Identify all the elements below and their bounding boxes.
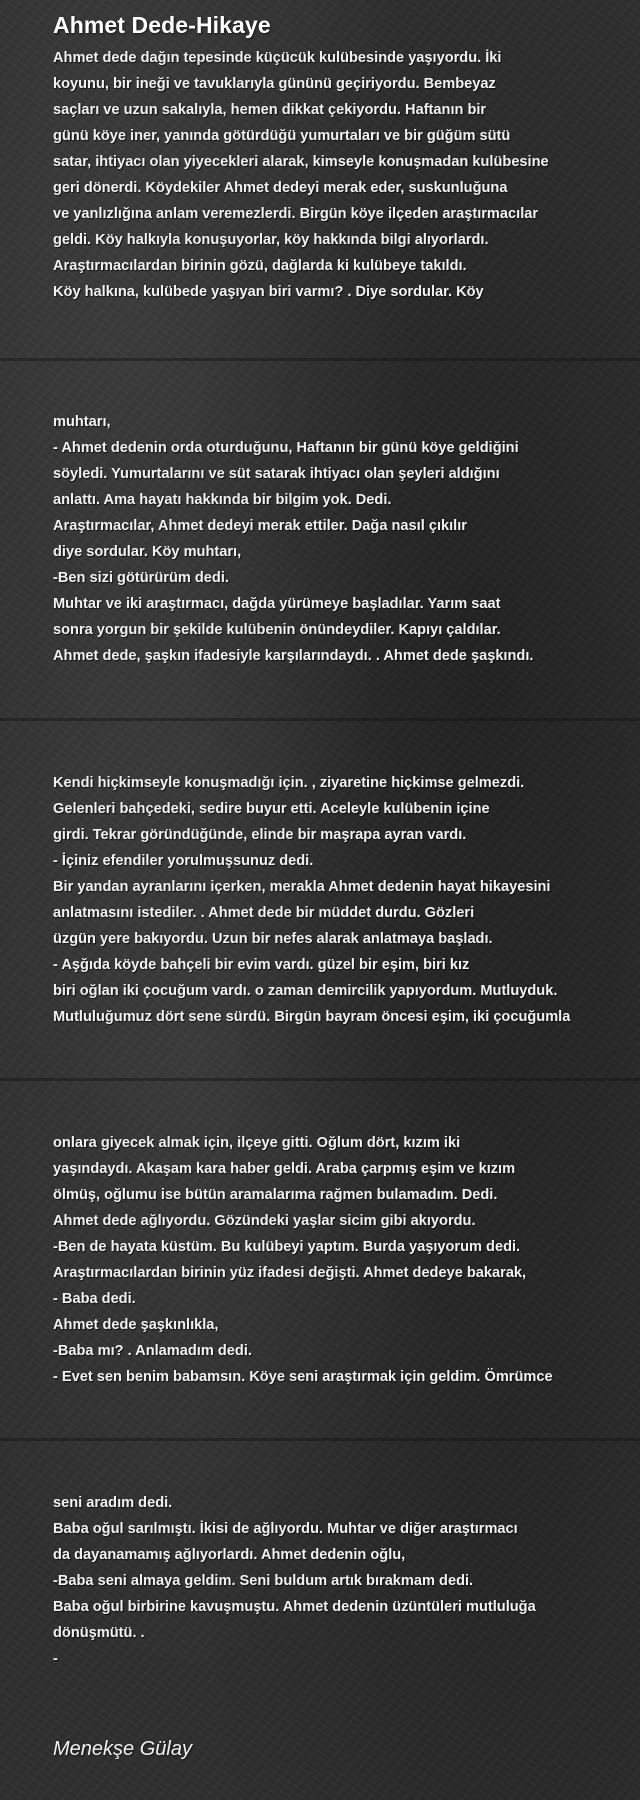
story-line: Baba oğul sarılmıştı. İkisi de ağlıyordu. Muhtar ve diğer araştırmacı	[53, 1521, 518, 1537]
story-line: geldi. Köy halkıyla konuşuyorlar, köy hakkında bilgi alıyorlardı.	[53, 232, 489, 248]
story-line: -Baba mı? . Anlamadım dedi.	[53, 1343, 252, 1359]
story-line: saçları ve uzun sakalıyla, hemen dikkat çekiyordu. Haftanın bir	[53, 102, 487, 118]
story-line: dönüşmütü. .	[53, 1625, 145, 1641]
story-line: Ahmet dede şaşkınlıkla,	[53, 1317, 219, 1333]
story-line: Baba oğul birbirine kavuşmuştu. Ahmet dedenin üzüntüleri mutluluğa	[53, 1599, 536, 1615]
story-line: Köy halkına, kulübede yaşıyan biri varmı? . Diye sordular. Köy	[53, 284, 484, 300]
story-line: Araştırmacılar, Ahmet dedeyi merak ettiler. Dağa nasıl çıkılır	[53, 518, 467, 534]
story-line: yaşındaydı. Akaşam kara haber geldi. Araba çarpmış eşim ve kızım	[53, 1161, 516, 1177]
story-line: ölmüş, oğlumu ise bütün aramalarıma rağmen bulamadım. Dedi.	[53, 1187, 498, 1203]
story-line: - Aşğıda köyde bahçeli bir evim vardı. güzel bir eşim, biri kız	[53, 957, 470, 973]
story-section-3	[53, 770, 633, 1030]
story-line: Ahmet dede ağlıyordu. Gözündeki yaşlar sicim gibi akıyordu.	[53, 1213, 476, 1229]
story-line: - İçiniz efendiler yorulmuşsunuz dedi.	[53, 853, 314, 869]
story-line: da dayanamamış ağlıyorlardı. Ahmet dedenin oğlu,	[53, 1547, 406, 1563]
story-line: - Evet sen benim babamsın. Köye seni araştırmak için geldim. Ömrümce	[53, 1369, 553, 1385]
story-line: üzgün yere bakıyordu. Uzun bir nefes alarak anlatmaya başladı.	[53, 931, 493, 947]
story-section-4	[53, 1130, 633, 1390]
section-divider	[0, 1078, 640, 1081]
story-line: muhtarı,	[53, 414, 111, 430]
story-line: Ahmet dede, şaşkın ifadesiyle karşılarındaydı. . Ahmet dede şaşkındı.	[53, 648, 534, 664]
story-line: -	[53, 1651, 58, 1667]
story-line: Ahmet dede dağın tepesinde küçücük kulübesinde yaşıyordu. İki	[53, 50, 502, 66]
story-line: biri oğlan iki çocuğum vardı. o zaman demircilik yapıyordum. Mutluyduk.	[53, 983, 558, 999]
story-line: ve yanlızlığına anlam veremezlerdi. Birgün köye ilçeden araştırmacılar	[53, 206, 539, 222]
story-line: söyledi. Yumurtalarını ve süt satarak ihtiyacı olan şeyleri aldığını	[53, 466, 500, 482]
story-line: Araştırmacılardan birinin gözü, dağlarda ki kulübeye takıldı.	[53, 258, 467, 274]
story-line: Bir yandan ayranlarını içerken, merakla Ahmet dedenin hayat hikayesini	[53, 879, 551, 895]
story-line: Muhtar ve iki araştırmacı, dağda yürümeye başladılar. Yarım saat	[53, 596, 501, 612]
story-title: Ahmet Dede-Hikaye	[53, 12, 271, 38]
story-line: geri dönerdi. Köydekiler Ahmet dedeyi merak eder, suskunluğuna	[53, 180, 508, 196]
story-line: diye sordular. Köy muhtarı,	[53, 544, 242, 560]
author-name: Menekşe Gülay	[53, 1738, 192, 1760]
story-section-5	[53, 1490, 633, 1672]
section-divider	[0, 718, 640, 721]
story-line: Kendi hiçkimseyle konuşmadığı için. , ziyaretine hiçkimse gelmezdi.	[53, 775, 525, 791]
story-section-2	[53, 409, 633, 669]
story-line: Mutluluğumuz dört sene sürdü. Birgün bayram öncesi eşim, iki çocuğumla	[53, 1009, 571, 1025]
story-line: onlara giyecek almak için, ilçeye gitti. Oğlum dört, kızım iki	[53, 1135, 461, 1151]
story-line: koyunu, bir ineği ve tavuklarıyla gününü geçiriyordu. Bembeyaz	[53, 76, 496, 92]
story-line: günü köye iner, yanında götürdüğü yumurtaları ve bir güğüm sütü	[53, 128, 511, 144]
story-section-1	[53, 45, 633, 305]
story-line: satar, ihtiyacı olan yiyecekleri alarak, kimseyle konuşmadan kulübesine	[53, 154, 549, 170]
story-line: seni aradım dedi.	[53, 1495, 173, 1511]
story-line: anlattı. Ama hayatı hakkında bir bilgim yok. Dedi.	[53, 492, 392, 508]
story-line: girdi. Tekrar göründüğünde, elinde bir maşrapa ayran vardı.	[53, 827, 467, 843]
story-line: -Ben de hayata küstüm. Bu kulübeyi yaptım. Burda yaşıyorum dedi.	[53, 1239, 521, 1255]
story-line: - Ahmet dedenin orda oturduğunu, Haftanın bir günü köye geldiğini	[53, 440, 519, 456]
section-divider	[0, 1438, 640, 1441]
story-line: - Baba dedi.	[53, 1291, 136, 1307]
section-divider	[0, 358, 640, 361]
story-line: -Ben sizi götürürüm dedi.	[53, 570, 229, 586]
story-line: sonra yorgun bir şekilde kulübenin önündeydiler. Kapıyı çaldılar.	[53, 622, 501, 638]
story-line: anlatmasını istediler. . Ahmet dede bir müddet durdu. Gözleri	[53, 905, 475, 921]
story-line: Araştırmacılardan birinin yüz ifadesi değişti. Ahmet dedeye bakarak,	[53, 1265, 527, 1281]
story-line: Gelenleri bahçedeki, sedire buyur etti. Aceleyle kulübenin içine	[53, 801, 490, 817]
story-line: -Baba seni almaya geldim. Seni buldum artık bırakmam dedi.	[53, 1573, 474, 1589]
